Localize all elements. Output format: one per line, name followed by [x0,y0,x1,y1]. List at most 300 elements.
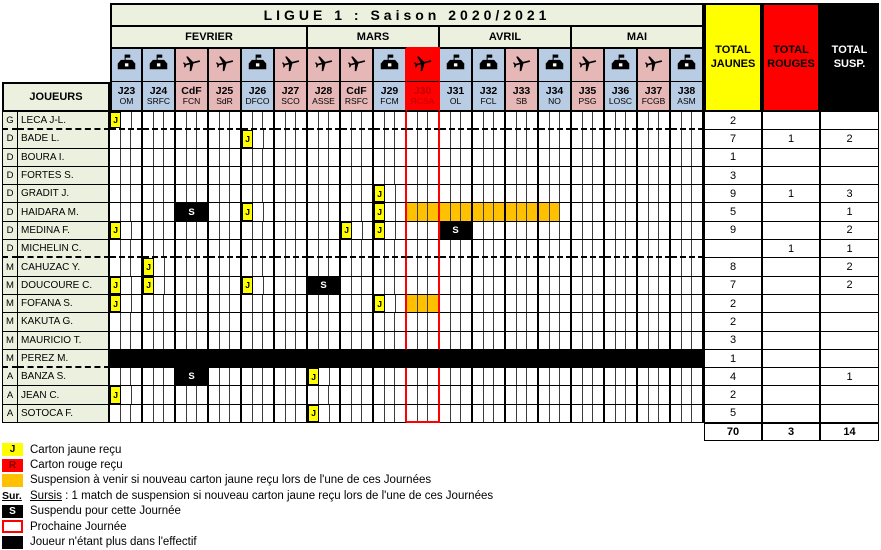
match-cell[interactable] [242,203,275,221]
match-subcell[interactable] [263,313,273,330]
match-subcell[interactable] [385,185,395,202]
match-subcell[interactable] [374,368,385,385]
match-subcell[interactable] [659,277,669,294]
susp-total-cell[interactable]: 3 [820,185,879,203]
match-subcell[interactable] [263,368,273,385]
match-subcell[interactable] [275,130,286,147]
match-cell[interactable] [440,167,473,185]
match-cell[interactable] [506,368,539,386]
match-cell[interactable]: S [308,277,341,295]
match-subcell[interactable] [263,222,273,239]
match-subcell[interactable] [671,185,682,202]
match-cell[interactable] [407,222,440,240]
match-subcell[interactable] [197,167,207,184]
match-cell[interactable] [671,185,704,203]
match-subcell[interactable] [539,313,550,330]
match-subcell[interactable] [121,149,132,166]
match-subcell[interactable] [484,167,495,184]
match-cell[interactable] [143,258,176,276]
match-cell[interactable] [242,332,275,350]
match-subcell[interactable] [121,405,132,422]
match-cell[interactable] [572,350,605,368]
match-subcell[interactable] [451,240,462,256]
match-cell[interactable] [341,295,374,313]
match-subcell[interactable] [121,112,131,128]
match-cell[interactable] [638,167,671,185]
match-cell[interactable] [671,277,704,295]
match-subcell[interactable] [341,332,352,349]
match-cell[interactable] [671,167,704,185]
match-cell[interactable] [638,386,671,404]
match-subcell[interactable] [329,130,339,147]
match-cell[interactable] [143,130,176,148]
match-subcell[interactable] [296,240,306,256]
match-subcell[interactable] [428,240,438,256]
match-cell[interactable] [572,222,605,240]
match-subcell[interactable] [473,332,484,349]
match-subcell[interactable] [494,405,504,422]
match-cell[interactable] [176,222,209,240]
match-subcell[interactable] [374,277,385,294]
match-cell[interactable] [110,386,143,404]
match-subcell[interactable] [616,222,627,239]
yellow-total-cell[interactable]: 7 [704,130,762,148]
red-total-cell[interactable] [762,222,820,240]
match-subcell[interactable] [626,258,636,275]
match-subcell[interactable] [494,167,504,184]
match-subcell[interactable] [583,130,594,147]
match-subcell[interactable] [440,258,451,275]
match-subcell[interactable] [692,332,702,349]
match-subcell[interactable] [220,185,231,202]
match-subcell[interactable] [308,258,319,275]
match-cell[interactable] [209,368,242,386]
yellow-total-cell[interactable] [704,240,762,258]
match-subcell[interactable] [626,167,636,184]
match-subcell[interactable]: J [143,277,154,294]
match-cell[interactable] [407,112,440,130]
match-cell[interactable] [275,203,308,221]
match-subcell[interactable] [550,258,561,275]
match-subcell[interactable] [121,277,131,294]
match-subcell[interactable] [626,386,636,403]
match-cell[interactable] [407,240,440,258]
match-subcell[interactable] [176,295,187,312]
yellow-total-cell[interactable]: 1 [704,149,762,167]
match-subcell[interactable] [550,405,561,422]
match-cell[interactable] [209,167,242,185]
match-subcell[interactable] [164,149,174,166]
match-cell[interactable] [374,277,407,295]
match-subcell[interactable] [638,386,649,403]
match-subcell[interactable] [692,405,702,422]
susp-total-cell[interactable] [820,386,879,404]
match-subcell[interactable] [539,149,550,166]
match-subcell[interactable] [164,240,174,256]
match-subcell[interactable] [143,222,154,239]
match-subcell[interactable] [230,386,240,403]
match-subcell[interactable]: J [374,222,385,239]
match-subcell[interactable] [121,167,132,184]
match-subcell[interactable] [593,277,603,294]
match-subcell[interactable] [362,112,372,128]
match-subcell[interactable] [242,112,253,128]
match-subcell[interactable] [638,295,649,312]
match-subcell[interactable] [461,405,471,422]
match-subcell[interactable] [572,295,583,312]
match-subcell[interactable] [418,112,429,128]
match-subcell[interactable] [286,240,297,256]
match-subcell[interactable] [296,258,306,275]
match-subcell[interactable] [352,295,363,312]
match-subcell[interactable] [362,405,372,422]
match-subcell[interactable] [131,332,141,349]
match-subcell[interactable] [319,295,330,312]
match-subcell[interactable] [572,405,583,422]
match-subcell[interactable] [605,112,616,128]
match-subcell[interactable] [473,368,484,385]
match-subcell[interactable] [649,112,660,128]
match-subcell[interactable] [539,386,550,403]
match-subcell[interactable] [286,277,297,294]
match-subcell[interactable] [527,386,537,403]
match-cell[interactable] [440,350,473,368]
match-subcell[interactable] [132,222,141,239]
match-subcell[interactable] [682,185,693,202]
match-subcell[interactable] [242,313,253,330]
match-cell[interactable] [308,258,341,276]
match-subcell[interactable] [362,167,372,184]
match-subcell[interactable] [659,185,669,202]
match-cell[interactable] [110,332,143,350]
match-cell[interactable] [110,313,143,331]
match-subcell[interactable]: J [143,258,154,275]
player-name-cell[interactable]: BANZA S. [18,368,110,386]
match-subcell[interactable] [352,386,363,403]
susp-total-cell[interactable] [820,112,879,130]
match-cell[interactable] [374,405,407,423]
match-subcell[interactable]: J [110,295,121,312]
player-name-cell[interactable]: CAHUZAC Y. [18,258,110,276]
match-subcell[interactable] [154,313,165,330]
match-subcell[interactable] [154,203,165,220]
match-subcell[interactable] [583,222,594,239]
match-subcell[interactable] [461,368,471,385]
match-subcell[interactable] [275,332,286,349]
match-subcell[interactable] [671,203,682,220]
match-subcell[interactable] [341,149,352,166]
match-subcell[interactable] [440,112,451,128]
match-cell[interactable]: S [176,368,209,386]
match-subcell[interactable] [110,368,121,385]
match-subcell[interactable] [230,313,240,330]
match-cell[interactable] [308,112,341,130]
match-subcell[interactable] [671,386,682,403]
match-cell[interactable] [506,386,539,404]
match-subcell[interactable] [374,130,385,147]
match-cell[interactable] [242,167,275,185]
match-subcell[interactable] [560,185,570,202]
match-subcell[interactable] [362,386,372,403]
match-subcell[interactable] [494,185,504,202]
match-cell[interactable] [143,203,176,221]
match-subcell[interactable] [626,332,636,349]
match-subcell[interactable] [132,295,141,312]
match-cell[interactable] [176,130,209,148]
match-subcell[interactable] [484,185,495,202]
match-subcell[interactable] [671,368,682,385]
match-subcell[interactable] [550,368,561,385]
match-cell[interactable] [308,130,341,148]
match-cell[interactable] [605,277,638,295]
match-cell[interactable] [440,258,473,276]
match-subcell[interactable] [649,185,660,202]
match-subcell[interactable] [418,405,429,421]
match-cell[interactable] [110,368,143,386]
match-subcell[interactable] [494,240,504,256]
match-subcell[interactable] [626,277,636,294]
match-cell[interactable] [605,203,638,221]
match-subcell[interactable] [220,332,231,349]
match-subcell[interactable] [110,149,121,166]
match-subcell[interactable] [154,277,164,294]
match-subcell[interactable] [132,386,141,403]
match-cell[interactable] [341,185,374,203]
match-subcell[interactable] [263,149,273,166]
match-subcell[interactable] [527,222,537,239]
match-cell[interactable] [605,130,638,148]
match-subcell[interactable] [473,185,484,202]
match-subcell[interactable] [374,313,385,330]
match-cell[interactable] [209,112,242,130]
match-cell[interactable] [341,313,374,331]
match-subcell[interactable] [296,149,306,166]
match-subcell[interactable] [649,149,660,166]
match-cell[interactable] [671,130,704,148]
match-subcell[interactable] [461,167,471,184]
match-subcell[interactable] [494,368,504,385]
match-subcell[interactable] [572,112,583,128]
match-subcell[interactable] [517,240,528,256]
match-subcell[interactable] [385,313,396,330]
match-cell[interactable] [110,258,143,276]
match-subcell[interactable] [407,405,418,421]
match-subcell[interactable] [242,386,253,403]
match-subcell[interactable] [110,130,121,147]
match-subcell[interactable] [230,405,240,422]
match-cell[interactable] [605,295,638,313]
match-cell[interactable] [341,386,374,404]
match-cell[interactable]: S [176,203,209,221]
match-subcell[interactable] [473,386,484,403]
match-subcell[interactable] [428,386,438,403]
match-subcell[interactable] [451,149,462,166]
match-subcell[interactable] [395,313,405,330]
match-subcell[interactable] [428,258,438,275]
match-subcell[interactable] [242,240,253,256]
match-subcell[interactable] [659,203,669,220]
match-subcell[interactable] [164,203,174,220]
match-subcell[interactable] [506,222,517,239]
match-subcell[interactable] [209,332,220,349]
match-cell[interactable] [209,313,242,331]
player-name-cell[interactable]: HAIDARA M. [18,203,110,221]
match-cell[interactable] [638,350,671,368]
match-subcell[interactable] [110,240,121,256]
match-subcell[interactable] [616,203,627,220]
match-subcell[interactable] [682,368,693,385]
match-subcell[interactable] [638,185,649,202]
player-name-cell[interactable]: FORTES S. [18,167,110,185]
match-subcell[interactable] [110,313,121,330]
match-cell[interactable] [638,112,671,130]
match-subcell[interactable] [209,149,220,166]
match-subcell[interactable] [253,149,264,166]
match-subcell[interactable] [539,405,550,422]
match-subcell[interactable] [506,130,517,147]
match-subcell[interactable] [428,295,438,312]
match-subcell[interactable] [550,240,561,256]
match-subcell[interactable] [407,149,418,166]
match-cell[interactable] [341,258,374,276]
red-total-cell[interactable]: 1 [762,185,820,203]
match-subcell[interactable] [275,222,286,239]
match-subcell[interactable] [550,149,561,166]
match-cell[interactable] [374,332,407,350]
match-subcell[interactable] [197,386,207,403]
match-subcell[interactable] [418,277,429,294]
match-subcell[interactable] [197,240,207,256]
match-subcell[interactable] [583,277,594,294]
match-cell[interactable] [110,185,143,203]
match-cell[interactable] [110,149,143,167]
match-subcell[interactable] [187,405,198,422]
match-cell[interactable] [275,240,308,258]
match-cell[interactable] [143,240,176,258]
match-cell[interactable] [506,222,539,240]
match-subcell[interactable] [286,185,297,202]
match-cell[interactable] [143,277,176,295]
match-cell[interactable] [671,368,704,386]
match-subcell[interactable] [374,386,385,403]
match-cell[interactable] [143,112,176,130]
match-subcell[interactable] [362,240,372,256]
match-subcell[interactable] [220,240,231,256]
match-subcell[interactable] [374,112,385,128]
match-subcell[interactable] [539,240,550,256]
match-subcell[interactable] [659,258,669,275]
match-cell[interactable] [308,313,341,331]
red-total-cell[interactable] [762,332,820,350]
match-subcell[interactable] [649,313,660,330]
match-subcell[interactable] [671,295,682,312]
match-cell[interactable] [242,277,275,295]
match-cell[interactable] [143,405,176,423]
match-cell[interactable] [110,240,143,258]
match-cell[interactable] [275,313,308,331]
match-subcell[interactable] [440,185,451,202]
match-subcell[interactable] [263,240,273,256]
match-subcell[interactable] [671,149,682,166]
match-subcell[interactable] [616,313,627,330]
match-subcell[interactable] [517,167,528,184]
match-subcell[interactable] [296,277,306,294]
match-cell[interactable] [242,222,275,240]
match-subcell[interactable] [484,368,495,385]
match-cell[interactable] [473,149,506,167]
match-subcell[interactable] [461,258,471,275]
match-subcell[interactable] [550,167,561,184]
match-subcell[interactable] [176,386,187,403]
match-subcell[interactable] [473,167,484,184]
match-subcell[interactable] [296,295,306,312]
match-subcell[interactable] [242,167,253,184]
match-cell[interactable] [143,222,176,240]
match-cell[interactable] [308,350,341,368]
match-subcell[interactable] [572,368,583,385]
match-subcell[interactable] [296,203,306,220]
match-subcell[interactable] [649,240,660,256]
match-cell[interactable] [440,149,473,167]
match-subcell[interactable] [407,203,418,220]
match-subcell[interactable] [473,130,484,147]
match-subcell[interactable] [352,130,363,147]
match-cell[interactable] [110,222,143,240]
match-cell[interactable] [440,368,473,386]
match-subcell[interactable] [692,277,702,294]
match-subcell[interactable] [671,405,682,422]
match-subcell[interactable] [428,277,438,294]
match-subcell[interactable] [121,130,132,147]
match-cell[interactable] [275,277,308,295]
match-subcell[interactable] [395,258,405,275]
match-cell[interactable] [440,203,473,221]
match-subcell[interactable] [692,185,702,202]
match-cell[interactable] [572,295,605,313]
match-subcell[interactable] [319,240,330,256]
match-subcell[interactable] [362,277,372,294]
match-cell[interactable] [341,167,374,185]
match-subcell[interactable] [506,185,517,202]
match-subcell[interactable] [395,386,405,403]
match-cell[interactable] [572,368,605,386]
match-subcell[interactable] [539,258,550,275]
match-subcell[interactable] [176,313,187,330]
match-cell[interactable] [539,130,572,148]
match-subcell[interactable] [484,332,495,349]
match-subcell[interactable] [396,203,405,220]
match-cell[interactable] [539,350,572,368]
match-cell[interactable] [638,405,671,423]
match-subcell[interactable] [572,386,583,403]
match-subcell[interactable] [143,112,154,128]
match-subcell[interactable] [176,149,187,166]
match-cell[interactable] [638,295,671,313]
match-cell[interactable] [143,332,176,350]
match-subcell[interactable] [296,386,306,403]
match-subcell[interactable] [121,368,132,385]
match-subcell[interactable] [451,405,462,422]
match-subcell[interactable] [440,149,451,166]
match-subcell[interactable] [275,277,286,294]
match-cell[interactable] [638,222,671,240]
match-cell[interactable] [275,130,308,148]
match-cell[interactable] [407,185,440,203]
match-subcell[interactable] [572,185,583,202]
match-subcell[interactable] [638,313,649,330]
match-cell[interactable] [143,167,176,185]
match-subcell[interactable] [220,112,231,128]
